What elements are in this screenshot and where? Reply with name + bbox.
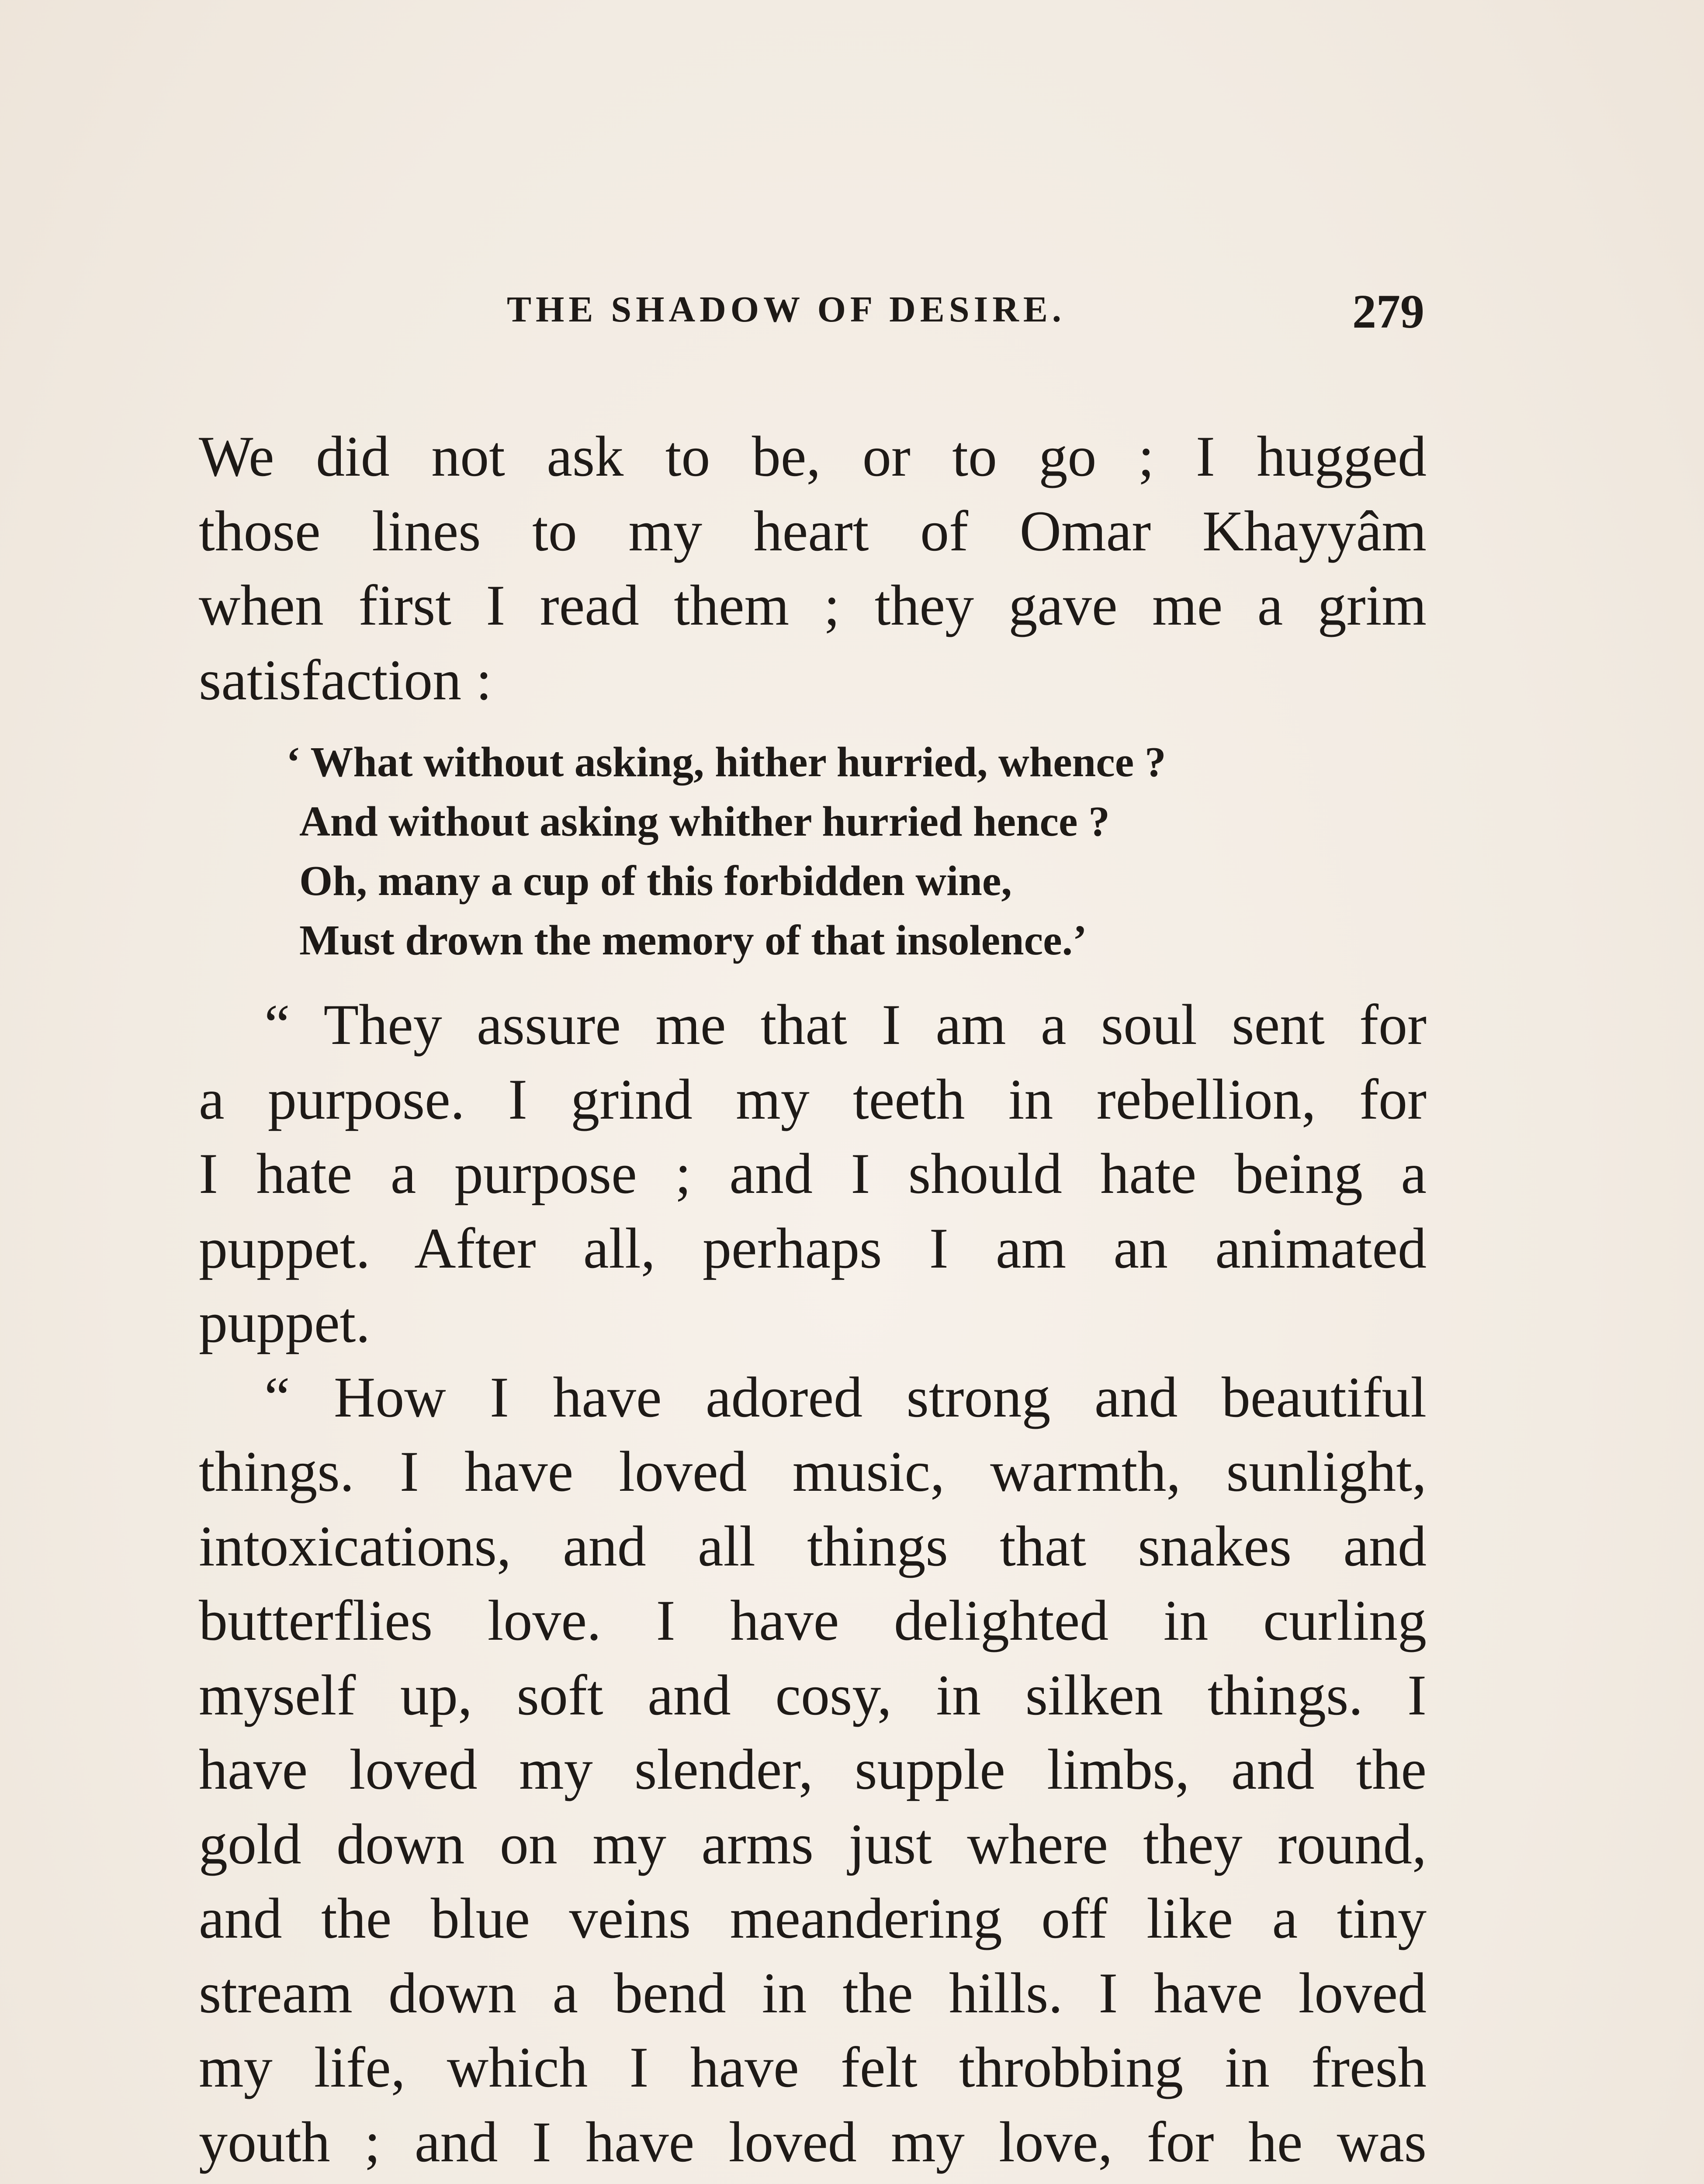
- text-line: We did not ask to be, or to go ; I hugged: [199, 424, 1427, 488]
- text-line: “ How I have adored strong and beautiful: [264, 1365, 1427, 1429]
- text-line: a purpose. I grind my teeth in rebellion, for: [199, 1067, 1427, 1131]
- verse-line: Oh, many a cup of this forbidden wine,: [299, 857, 1012, 905]
- text-line: “ They assure me that I am a soul sent for: [264, 992, 1427, 1057]
- text-line: my life, which I have felt throbbing in fresh: [199, 2035, 1427, 2099]
- text-line: when first I read them ; they gave me a grim: [199, 573, 1427, 637]
- text-line: myself up, soft and cosy, in silken things. I: [199, 1662, 1427, 1727]
- text-line: stream down a bend in the hills. I have loved: [199, 1960, 1427, 2025]
- text-line: things. I have loved music, warmth, sunlight,: [199, 1439, 1427, 1503]
- verse-quotation: [286, 733, 1427, 970]
- text-line: [199, 2179, 1427, 2184]
- text-line: youth ; and I have loved my love, for he was: [199, 2109, 1427, 2174]
- page-number: 279: [1352, 285, 1424, 338]
- text-line: butterflies love. I have delighted in curling: [199, 1588, 1427, 1652]
- text-line: and the blue veins meandering off like a tiny: [199, 1886, 1427, 1950]
- running-title: THE SHADOW OF DESIRE.: [507, 289, 1066, 330]
- text-line: have loved my slender, supple limbs, and the: [199, 1737, 1427, 1801]
- text-line: those lines to my heart of Omar Khayyâm: [199, 498, 1427, 563]
- verse-line: Must drown the memory of that insolence.’: [299, 917, 1087, 964]
- text-line: I hate a purpose ; and I should hate being a: [199, 1141, 1427, 1206]
- body-text: [199, 419, 1427, 2184]
- verse-line: ‘ What without asking, hither hurried, whence ?: [286, 739, 1166, 786]
- verse-line: And without asking whither hurried hence ?: [299, 798, 1110, 845]
- text-line: gold down on my arms just where they round,: [199, 1811, 1427, 1876]
- text-line: puppet. After all, perhaps I am an animated: [199, 1216, 1427, 1280]
- text-line: satisfaction :: [199, 647, 492, 712]
- text-line: intoxications, and all things that snakes and: [199, 1514, 1427, 1578]
- text-line: puppet.: [199, 1290, 371, 1355]
